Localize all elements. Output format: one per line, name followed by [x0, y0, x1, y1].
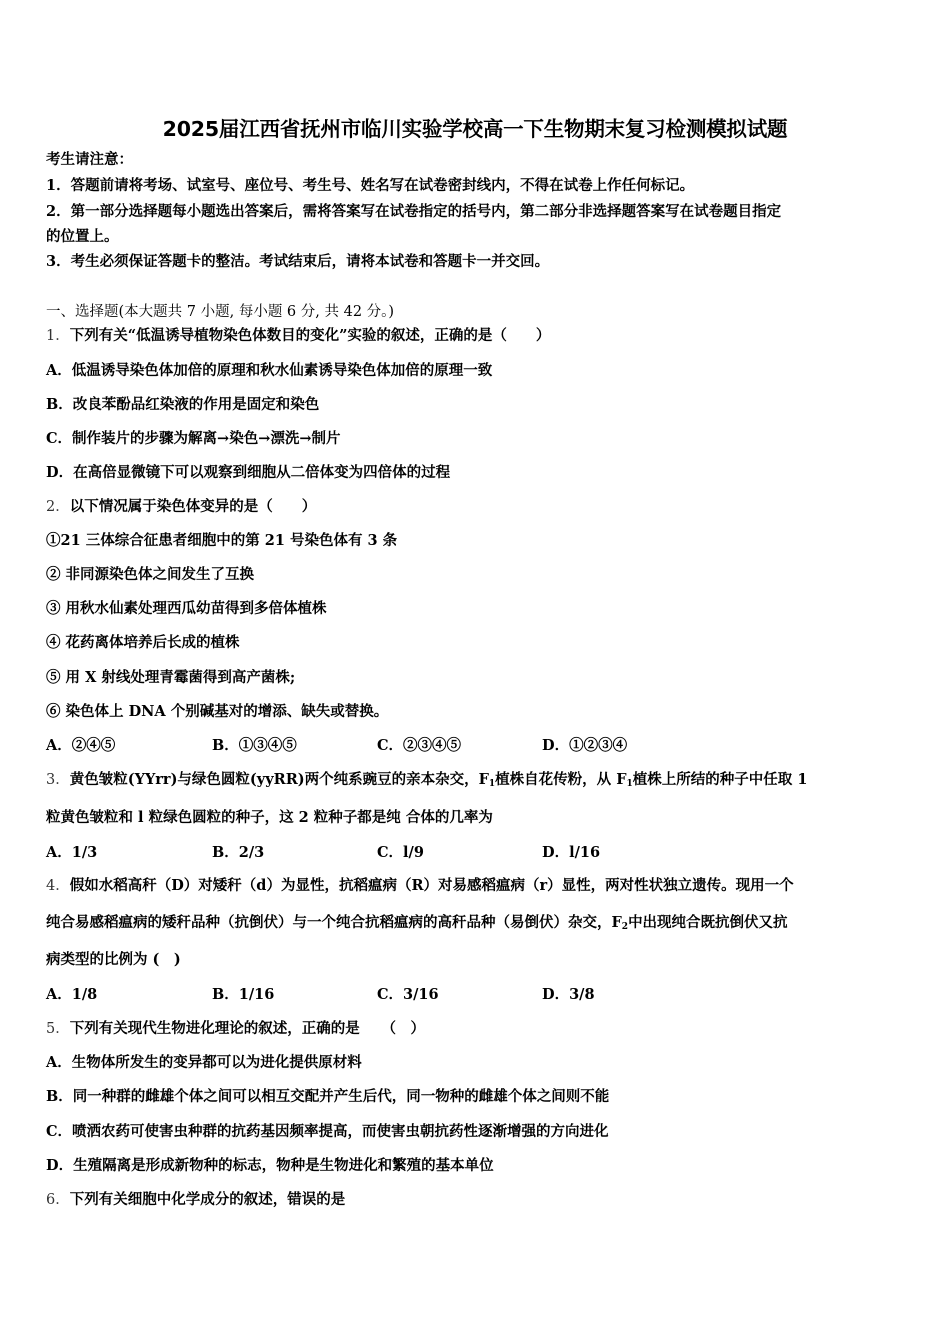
question-text: 下列有关“低温诱导植物染色体数目的变化”实验的叙述，正确的是（ ） — [69, 327, 551, 344]
option-c: C．3/16 — [377, 986, 439, 1003]
question-text: 植株自花传粉，从 F — [495, 771, 627, 788]
question-6-stem — [46, 1190, 345, 1210]
statement-item: ①21 三体综合征患者细胞中的第 21 号染色体有 3 条 — [46, 532, 398, 549]
question-text: 下列有关细胞中化学成分的叙述，错误的是 — [69, 1191, 346, 1208]
statement-item: ③ 用秋水仙素处理西瓜幼苗得到多倍体植株 — [46, 600, 327, 617]
statement-item: ⑥ 染色体上 DNA 个别碱基对的增添、缺失或替换。 — [46, 703, 389, 720]
option-c: C．②③④⑤ — [377, 737, 462, 754]
option-d: D．3/8 — [542, 986, 595, 1003]
statement-item: ② 非同源染色体之间发生了互换 — [46, 566, 255, 583]
question-text: 以下情况属于染色体变异的是（ ） — [69, 498, 317, 515]
question-number: 2． — [46, 499, 70, 515]
question-number: 3． — [46, 772, 70, 788]
option: D．在高倍显微镜下可以观察到细胞从二倍体变为四倍体的过程 — [46, 464, 451, 481]
question-number: 5． — [46, 1021, 70, 1037]
notice-heading: 考生请注意： — [46, 151, 133, 168]
page-title: 2025届江西省抚州市临川实验学校高一下生物期末复习检测模拟试题 — [162, 117, 788, 141]
question-2-stem — [46, 497, 316, 517]
option-a: A．②④⑤ — [46, 737, 116, 754]
subscript: 2 — [621, 922, 629, 932]
option: C．制作装片的步骤为解离→染色→漂洗→制片 — [46, 430, 341, 447]
question-number: 6． — [46, 1192, 70, 1208]
question-4-stem-line — [46, 913, 788, 933]
question-3-stem-line: 粒黄色皱粒和 l 粒绿色圆粒的种子，这 2 粒种子都是纯 合体的几率为 — [46, 809, 493, 826]
option-b: B．①③④⑤ — [212, 737, 297, 754]
option-a: A．1/8 — [46, 986, 98, 1003]
subscript: 1 — [488, 779, 496, 789]
option-b: B．1/16 — [212, 986, 275, 1003]
subscript: 1 — [626, 779, 633, 789]
question-number: 4． — [46, 878, 70, 894]
question-4-stem — [46, 876, 794, 896]
question-number: 1． — [46, 328, 70, 344]
question-1-stem — [46, 326, 550, 346]
option: A．生物体所发生的变异都可以为进化提供原材料 — [46, 1054, 362, 1071]
option-b: B．2/3 — [212, 844, 265, 861]
option-c: C．l/9 — [377, 844, 424, 861]
question-text: 假如水稻高秆（D）对矮秆（d）为显性，抗稻瘟病（R）对易感稻瘟病（r）显性，两对性状独立遗传。现用一个 — [69, 877, 794, 894]
section-heading: 一、选择题(本大题共 7 小题, 每小题 6 分, 共 42 分。) — [46, 304, 395, 320]
statement-item: ④ 花药离体培养后长成的植株 — [46, 634, 240, 651]
option-d: D．①②③④ — [542, 737, 628, 754]
question-text: 纯合易感稻瘟病的矮秆品种（抗倒伏）与一个纯合抗稻瘟病的高秆品种（易倒伏）杂交，F — [46, 914, 622, 931]
question-text: 下列有关现代生物进化理论的叙述，正确的是 （ ） — [69, 1020, 425, 1037]
notice-item: 的位置上。 — [46, 228, 119, 245]
option-a: A．1/3 — [46, 844, 98, 861]
question-text: 植株上所结的种子中任取 1 — [632, 771, 808, 788]
notice-item: 2．第一部分选择题每小题选出答案后，需将答案写在试卷指定的括号内，第二部分非选择题答案写在试卷题目指定 — [46, 203, 782, 220]
option: B．同一种群的雌雄个体之间可以相互交配并产生后代，同一物种的雌雄个体之间则不能 — [46, 1088, 610, 1105]
question-4-stem-line: 病类型的比例为 ( ) — [46, 951, 181, 968]
question-text: 黄色皱粒(YYrr)与绿色圆粒(yyRR)两个纯系豌豆的亲本杂交，F — [69, 771, 489, 788]
notice-item: 3．考生必须保证答题卡的整洁。考试结束后，请将本试卷和答题卡一并交回。 — [46, 253, 550, 270]
statement-item: ⑤ 用 X 射线处理青霉菌得到高产菌株; — [46, 669, 296, 686]
option: D．生殖隔离是形成新物种的标志，物种是生物进化和繁殖的基本单位 — [46, 1157, 494, 1174]
option: B．改良苯酚品红染液的作用是固定和染色 — [46, 396, 320, 413]
notice-item: 1．答题前请将考场、试室号、座位号、考生号、姓名写在试卷密封线内，不得在试卷上作任何标记。 — [46, 177, 695, 194]
option-d: D．l/16 — [542, 844, 601, 861]
question-text: 中出现纯合既抗倒伏又抗 — [628, 914, 788, 931]
question-3-stem — [46, 770, 807, 790]
option: A．低温诱导染色体加倍的原理和秋水仙素诱导染色体加倍的原理一致 — [46, 362, 493, 379]
option: C．喷洒农药可使害虫种群的抗药基因频率提高，而使害虫朝抗药性逐渐增强的方向进化 — [46, 1123, 609, 1140]
question-5-stem — [46, 1019, 425, 1039]
